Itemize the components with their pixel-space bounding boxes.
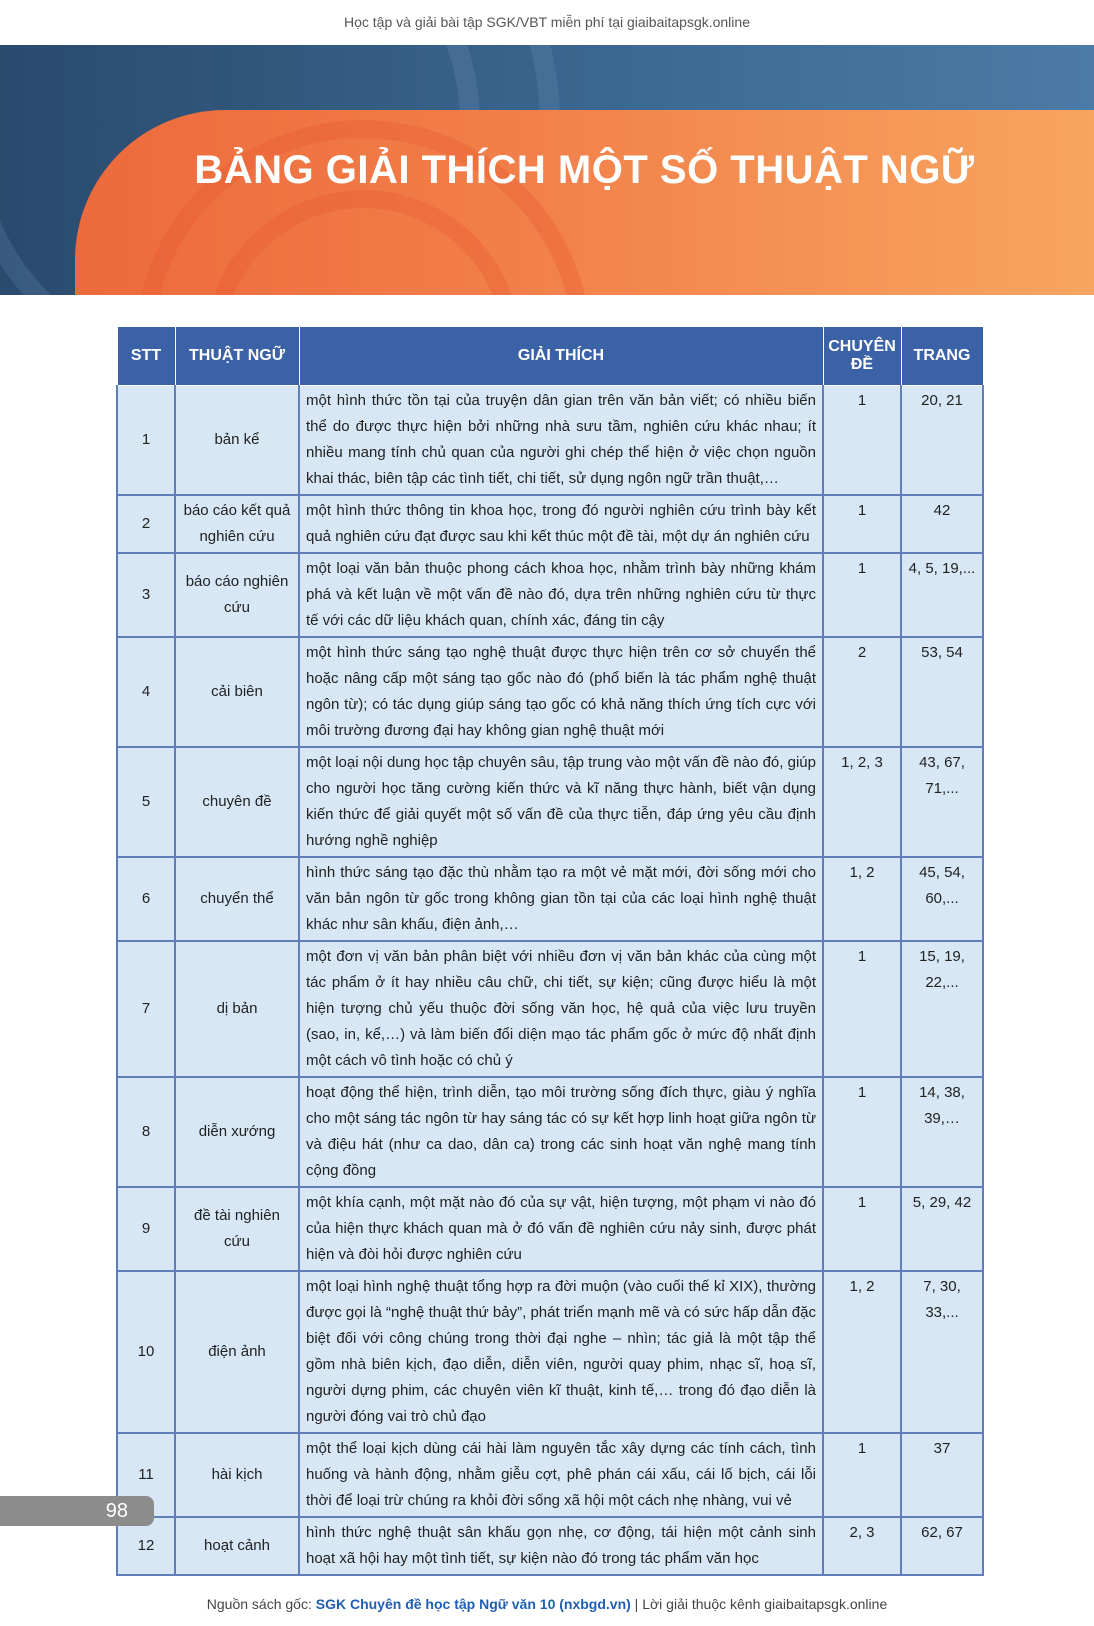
cell-explanation: một hình thức sáng tạo nghệ thuật được thực hiện trên cơ sở chuyển thể hoặc nâng cấp một sáng tạo gốc nào đó (phổ biến là tác phẩm nghệ thuật ngôn từ); có tác dụng giúp sáng tạo gốc có khả năng thích ứng tích cực với môi trường đương đại hay không gian nghệ thuật mới bbox=[299, 637, 823, 747]
cell-explanation: hình thức nghệ thuật sân khấu gọn nhẹ, cơ động, tái hiện một cảnh sinh hoạt xã hội hay một tình tiết, sự kiện nào đó trong tác phẩm văn học bbox=[299, 1517, 823, 1575]
cell-stt: 11 bbox=[117, 1433, 175, 1517]
cell-trang: 14, 38, 39,… bbox=[901, 1077, 983, 1187]
cell-term: điện ảnh bbox=[175, 1271, 299, 1433]
header-note: Học tập và giải bài tập SGK/VBT miễn phí tại giaibaitapsgk.online bbox=[344, 14, 750, 30]
cell-term: diễn xướng bbox=[175, 1077, 299, 1187]
cell-stt: 5 bbox=[117, 747, 175, 857]
table-row bbox=[117, 1187, 983, 1271]
col-header-chuyen-de: CHUYÊN ĐỀ bbox=[823, 327, 901, 386]
col-header-term: THUẬT NGỮ bbox=[175, 327, 299, 386]
cell-stt: 10 bbox=[117, 1271, 175, 1433]
cell-term: đề tài nghiên cứu bbox=[175, 1187, 299, 1271]
cell-chuyen-de: 1 bbox=[823, 941, 901, 1077]
cell-term: chuyển thể bbox=[175, 857, 299, 941]
cell-trang: 4, 5, 19,... bbox=[901, 553, 983, 637]
cell-chuyen-de: 1 bbox=[823, 1187, 901, 1271]
table-row bbox=[117, 941, 983, 1077]
col-header-trang: TRANG bbox=[901, 327, 983, 386]
cell-explanation: một thể loại kịch dùng cái hài làm nguyên tắc xây dựng các tính cách, tình huống và hành động, nhằm giễu cợt, phê phán cái xấu, cái lố bịch, cái lỗi thời để loại trừ chúng ra khỏi đời sống xã hội một cách nhẹ nhàng, vui vẻ bbox=[299, 1433, 823, 1517]
cell-term: hài kịch bbox=[175, 1433, 299, 1517]
cell-explanation: một loại nội dung học tập chuyên sâu, tập trung vào một vấn đề nào đó, giúp cho người học tăng cường kiến thức và kĩ năng thực hành, biết vận dụng kiến thức để giải quyết một số vấn đề của thực tiễn, đáp ứng yêu cầu định hướng nghề nghiệp bbox=[299, 747, 823, 857]
table-row bbox=[117, 553, 983, 637]
cell-chuyen-de: 2 bbox=[823, 637, 901, 747]
cell-explanation: một loại văn bản thuộc phong cách khoa học, nhằm trình bày những khám phá và kết luận về một vấn đề nào đó, dựa trên những nghiên cứu từ thực tế với các dữ liệu khách quan, chính xác, đáng tin cậy bbox=[299, 553, 823, 637]
cell-explanation: một khía cạnh, một mặt nào đó của sự vật, hiện tượng, một phạm vi nào đó của hiện thực khách quan mà ở đó vấn đề nghiên cứu nảy sinh, được phát hiện và đòi hỏi được nghiên cứu bbox=[299, 1187, 823, 1271]
cell-chuyen-de: 1, 2 bbox=[823, 1271, 901, 1433]
cell-trang: 37 bbox=[901, 1433, 983, 1517]
cell-term: dị bản bbox=[175, 941, 299, 1077]
cell-stt: 1 bbox=[117, 386, 175, 496]
footer-prefix: Nguồn sách gốc: bbox=[206, 1596, 316, 1612]
cell-trang: 5, 29, 42 bbox=[901, 1187, 983, 1271]
table-row bbox=[117, 386, 983, 496]
table-row bbox=[117, 857, 983, 941]
cell-stt: 2 bbox=[117, 495, 175, 553]
cell-explanation: một loại hình nghệ thuật tổng hợp ra đời muộn (vào cuối thế kỉ XIX), thường được gọi là “nghệ thuật thứ bảy”, phát triển mạnh mẽ và có sức hấp dẫn đặc biệt đối với công chúng trong thời đại nghe – nhìn; tác giả là một tập thể gồm nhà biên kịch, đạo diễn, diễn viên, người quay phim, nhạc sĩ, hoạ sĩ, người dựng phim, các chuyên viên kĩ thuật, kinh tế,… trong đó đạo diễn là người đóng vai trò chủ đạo bbox=[299, 1271, 823, 1433]
cell-stt: 9 bbox=[117, 1187, 175, 1271]
footer-note bbox=[0, 1596, 1094, 1612]
cell-stt: 12 bbox=[117, 1517, 175, 1575]
cell-trang: 42 bbox=[901, 495, 983, 553]
cell-stt: 8 bbox=[117, 1077, 175, 1187]
cell-explanation: một hình thức tồn tại của truyện dân gian trên văn bản viết; có nhiều biến thể do được thực hiện bởi những nhà sưu tầm, nghiên cứu khác nhau; ít nhiều mang tính chủ quan của người ghi chép thể hiện ở việc chọn nguồn khai thác, biên tập các tình tiết, chi tiết, sử dụng ngôn ngữ trần thuật,… bbox=[299, 386, 823, 496]
cell-trang: 43, 67, 71,... bbox=[901, 747, 983, 857]
cell-chuyen-de: 1 bbox=[823, 495, 901, 553]
cell-stt: 4 bbox=[117, 637, 175, 747]
footer-source-link[interactable]: SGK Chuyên đề học tập Ngữ văn 10 (nxbgd.vn) bbox=[315, 1596, 631, 1612]
cell-chuyen-de: 1 bbox=[823, 386, 901, 496]
cell-chuyen-de: 2, 3 bbox=[823, 1517, 901, 1575]
banner-orange-band bbox=[75, 110, 1094, 295]
cell-stt: 7 bbox=[117, 941, 175, 1077]
cell-trang: 62, 67 bbox=[901, 1517, 983, 1575]
cell-chuyen-de: 1, 2 bbox=[823, 857, 901, 941]
table-row bbox=[117, 1077, 983, 1187]
cell-stt: 6 bbox=[117, 857, 175, 941]
col-header-explanation: GIẢI THÍCH bbox=[299, 327, 823, 386]
cell-chuyen-de: 1 bbox=[823, 1433, 901, 1517]
terms-table bbox=[116, 326, 984, 1576]
cell-term: báo cáo kết quả nghiên cứu bbox=[175, 495, 299, 553]
cell-chuyen-de: 1 bbox=[823, 553, 901, 637]
table-row bbox=[117, 1517, 983, 1575]
cell-trang: 20, 21 bbox=[901, 386, 983, 496]
table-row bbox=[117, 1271, 983, 1433]
cell-trang: 15, 19, 22,... bbox=[901, 941, 983, 1077]
cell-term: bản kể bbox=[175, 386, 299, 496]
page-title: BẢNG GIẢI THÍCH MỘT SỐ THUẬT NGỮ bbox=[194, 148, 975, 192]
col-header-stt: STT bbox=[117, 327, 175, 386]
cell-term: hoạt cảnh bbox=[175, 1517, 299, 1575]
cell-stt: 3 bbox=[117, 553, 175, 637]
page-number-tab bbox=[0, 1496, 154, 1526]
cell-explanation: hình thức sáng tạo đặc thù nhằm tạo ra một vẻ mặt mới, đời sống mới cho văn bản ngôn từ gốc trong không gian tồn tại của các loại hình nghệ thuật khác như sân khấu, điện ảnh,… bbox=[299, 857, 823, 941]
cell-explanation: một đơn vị văn bản phân biệt với nhiều đơn vị văn bản khác của cùng một tác phẩm ở ít hay nhiều câu chữ, chi tiết, sự kiện; cũng được hiểu là một hiện tượng chủ yếu thuộc đời sống văn học, hệ quả của việc lưu truyền (sao, in, kể,…) và làm biến đổi diện mạo tác phẩm gốc ở mức độ nhất định một cách vô tình hoặc có chủ ý bbox=[299, 941, 823, 1077]
cell-trang: 45, 54, 60,... bbox=[901, 857, 983, 941]
cell-trang: 7, 30, 33,... bbox=[901, 1271, 983, 1433]
cell-term: cải biên bbox=[175, 637, 299, 747]
cell-explanation: hoạt động thể hiện, trình diễn, tạo môi trường sống đích thực, giàu ý nghĩa cho một sáng tác ngôn từ hay sáng tác có sự kết hợp linh hoạt giữa ngôn từ và điệu hát (như ca dao, dân ca) trong các sinh hoạt văn nghệ mang tính cộng đồng bbox=[299, 1077, 823, 1187]
footer-suffix: | Lời giải thuộc kênh giaibaitapsgk.online bbox=[630, 1596, 888, 1612]
table-row bbox=[117, 495, 983, 553]
table-row bbox=[117, 637, 983, 747]
table-row bbox=[117, 1433, 983, 1517]
page-number: 98 bbox=[105, 1500, 128, 1522]
cell-chuyen-de: 1 bbox=[823, 1077, 901, 1187]
cell-chuyen-de: 1, 2, 3 bbox=[823, 747, 901, 857]
cell-term: báo cáo nghiên cứu bbox=[175, 553, 299, 637]
cell-explanation: một hình thức thông tin khoa học, trong đó người nghiên cứu trình bày kết quả nghiên cứu đạt được sau khi kết thúc một đề tài, một dự án nghiên cứu bbox=[299, 495, 823, 553]
cell-term: chuyên đề bbox=[175, 747, 299, 857]
table-row bbox=[117, 747, 983, 857]
table-header-row bbox=[117, 327, 983, 386]
cell-trang: 53, 54 bbox=[901, 637, 983, 747]
